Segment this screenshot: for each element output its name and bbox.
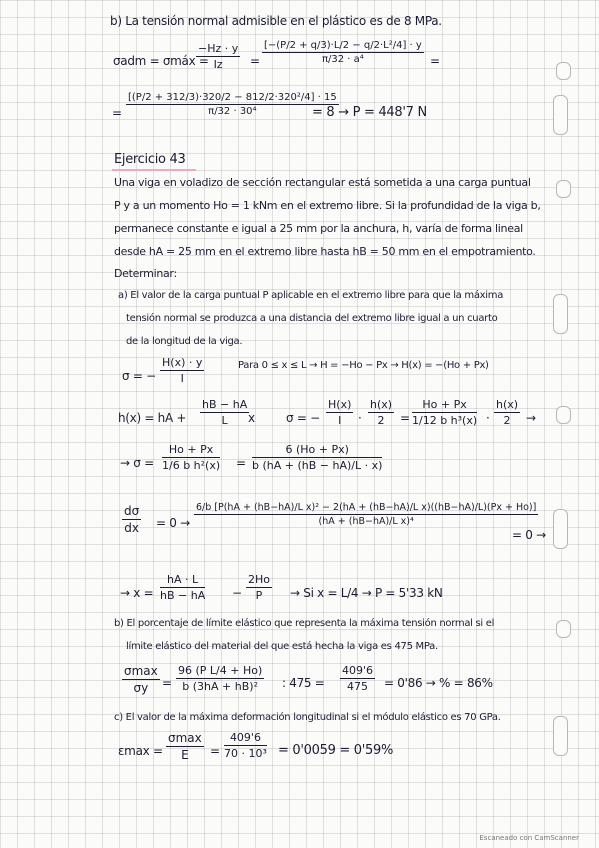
binder-ring [553, 294, 568, 334]
binder-ring [556, 406, 571, 424]
binder-ring [553, 95, 568, 135]
question-a: a) El valor de la carga puntual P aplicable en el extremo libre para que la máxima [118, 290, 504, 301]
problem-text: P y a un momento Ho = 1 kNm en el extremo libre. Si la profundidad de la viga b, [114, 199, 541, 212]
equals: = [250, 54, 260, 68]
fraction: $\frac{2Ho}{P}$ [248, 573, 270, 602]
result: = 8 → P = 448'7 N [312, 105, 427, 120]
eq-sigma: → σ = [120, 456, 154, 470]
heading-underline [112, 169, 196, 171]
derivative: $\frac{d\sigma}{dx}$ [124, 504, 140, 535]
fraction: $\frac{6 (Ho + Px)}{b (hA + (hB - hA)/L \cdot x)}$ [252, 443, 383, 472]
fraction: $\frac{\text{[(P/2 + 312/3)·320/2 − 812/2·320²/4] · 15}}{\text{π/32 · 30⁴}}$ [128, 92, 337, 117]
eq-label: σadm = σmáx = [113, 54, 209, 68]
fraction: σmax σy [124, 664, 158, 695]
moment-expression: Para 0 ≤ x ≤ L → H = −Ho − Px → H(x) = −(Ho + Px) [238, 360, 489, 371]
fraction: $\frac{h(x)}{2}$ [370, 398, 393, 427]
binder-ring [553, 716, 568, 756]
equals: = [430, 54, 440, 68]
equals: = [400, 411, 410, 425]
fraction: $\frac{hA \cdot L}{hB - hA}$ [160, 573, 206, 602]
question-a: de la longitud de la viga. [126, 336, 243, 347]
equals-arrow: = 0 → [512, 528, 546, 542]
binder-ring [556, 180, 571, 198]
fraction: $\frac{h(x)}{2}$ [496, 398, 519, 427]
fraction: $\frac{-Hz \cdot y}{Iz}$ [198, 42, 239, 71]
eq-x: → x = [120, 586, 154, 600]
fraction: 6/b [P(hA + (hB−hA)/L x)² − 2(hA + (hB−hA)/L x)((hB−hA)/L)(Px + Ho)] (hA + (hB−hA)/L x)⁴ [196, 502, 537, 527]
binder-ring [556, 62, 571, 80]
eq-sigma: σ = − [286, 411, 320, 425]
eq-sigma: σ = − [122, 369, 156, 383]
eq-epsilon: εmax = [118, 744, 163, 758]
fraction: $\frac{H(x) \cdot y}{I}$ [162, 356, 203, 385]
question-c: c) El valor de la máxima deformación longitudinal si el módulo elástico es 70 GPa. [114, 712, 501, 723]
fraction: $\frac{H(x)}{I}$ [328, 398, 352, 427]
arrow: → [526, 411, 536, 425]
problem-text: Determinar: [114, 267, 177, 280]
statement-b-prev: b) La tensión normal admisible en el plástico es de 8 MPa. [110, 14, 442, 28]
times: · [486, 411, 490, 425]
fraction: $\frac{hB - hA}{L}$ [202, 398, 248, 427]
fraction: $\frac{409'6}{475}$ [342, 664, 374, 693]
scanner-watermark: Escaneado con CamScanner [479, 834, 579, 842]
var-x: x [248, 411, 255, 425]
question-b: límite elástico del material del que está hecha la viga es 475 MPa. [126, 641, 438, 652]
problem-text: permanece constante e igual a 25 mm por la anchura, h, varía de forma lineal [114, 222, 523, 235]
minus: − [232, 586, 242, 600]
binder-ring [553, 509, 568, 549]
question-b: b) El porcentaje de límite elástico que representa la máxima tensión normal si el [114, 618, 495, 629]
fraction: $\frac{Ho + Px}{\text{1/6 b h²(x)}}$ [162, 443, 221, 472]
problem-text: desde hA = 25 mm en el extremo libre hasta hB = 50 mm en el empotramiento. [114, 245, 536, 258]
result: = 0'86 → % = 86% [384, 676, 493, 690]
exercise-heading: Ejercicio 43 [114, 152, 186, 167]
problem-text: Una viga en voladizo de sección rectangular está sometida a una carga puntual [114, 176, 531, 189]
result: → Si x = L/4 → P = 5'33 kN [290, 586, 443, 600]
equals: = [112, 106, 122, 120]
fraction: σmax E [168, 731, 202, 762]
ratio: : 475 = [282, 676, 325, 690]
equals-arrow: = 0 → [156, 516, 190, 530]
equals: = [162, 676, 172, 690]
eq-h: h(x) = hA + [118, 411, 187, 425]
equals: = [236, 456, 246, 470]
result: = 0'0059 = 0'59% [278, 743, 394, 758]
question-a: tensión normal se produzca a una distancia del extremo libre igual a un cuarto [126, 313, 498, 324]
binder-ring [556, 620, 571, 638]
equals: = [210, 744, 220, 758]
fraction: $\frac{\text{96 (P L/4 + Ho)}}{\text{b (3hA + hB)²}}$ [178, 664, 263, 693]
fraction: $\frac{\text{[−(P/2 + q/3)·L/2 − q/2·L²/4] · y}}{\text{π/32 · a⁴}}$ [264, 40, 422, 65]
fraction: $\frac{Ho + Px}{\text{1/12 b h³(x)}}$ [412, 398, 478, 427]
times: · [358, 411, 362, 425]
fraction: $\frac{409'6}{\text{70 · 10³}}$ [224, 731, 267, 760]
